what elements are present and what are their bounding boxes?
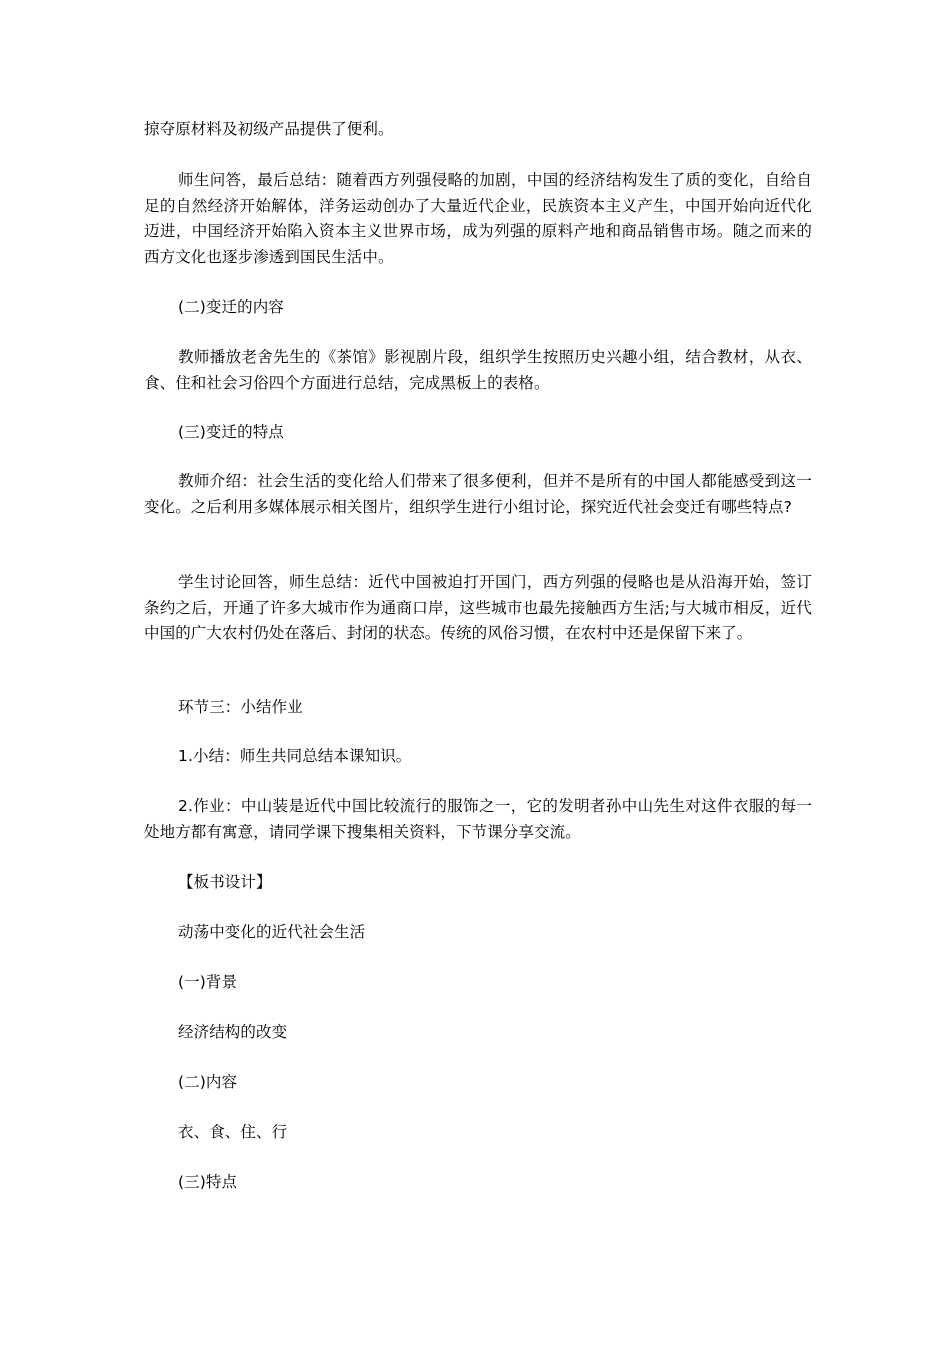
board-title: 动荡中变化的近代社会生活 — [178, 923, 366, 941]
paragraph-continuation: 掠夺原材料及初级产品提供了便利。 — [144, 120, 394, 138]
paragraph-homework: 2.作业：中山装是近代中国比较流行的服饰之一，它的发明者孙中山先生对这件衣服的每一处地方都有寓意，请同学课下搜集相关资料，下节课分享交流。 — [144, 797, 812, 841]
heading-change-features: (三)变迁的特点 — [178, 423, 284, 441]
heading-section-three: 环节三：小结作业 — [178, 698, 303, 716]
paragraph-teacher-introduction: 教师介绍：社会生活的变化给人们带来了很多便利，但并不是所有的中国人都能感受到这一变化。之后利用多媒体展示相关图片，组织学生进行小组讨论，探究近代社会变迁有哪些特点? — [144, 472, 812, 516]
heading-board-design: 【板书设计】 — [178, 873, 272, 891]
board-item-clothing-food-housing: 衣、食、住、行 — [178, 1123, 288, 1141]
heading-change-content: (二)变迁的内容 — [178, 298, 284, 316]
board-item-content: (二)内容 — [178, 1073, 238, 1091]
board-item-economic-structure: 经济结构的改变 — [178, 1023, 288, 1041]
paragraph-economic-summary: 师生问答，最后总结：随着西方列强侵略的加剧，中国的经济结构发生了质的变化，自给自足的自然经济开始解体，洋务运动创办了大量近代企业，民族资本主义产生，中国开始向近代化迈进，中国经济开始陷入资本主义世界市场，成为列强的原料产地和商品销售市场。随之而来的西方文化也逐步渗透到国民生活中。 — [144, 171, 812, 266]
paragraph-summary: 1.小结：师生共同总结本课知识。 — [178, 747, 412, 765]
paragraph-student-discussion: 学生讨论回答，师生总结：近代中国被迫打开国门，西方列强的侵略也是从沿海开始，签订条约之后，开通了许多大城市作为通商口岸，这些城市也最先接触西方生活;与大城市相反，近代中国的广大农村仍处在落后、封闭的状态。传统的风俗习惯，在农村中还是保留下来了。 — [144, 573, 812, 642]
board-item-features: (三)特点 — [178, 1173, 238, 1191]
paragraph-teahouse-activity: 教师播放老舍先生的《茶馆》影视剧片段，组织学生按照历史兴趣小组，结合教材，从衣、食、住和社会习俗四个方面进行总结，完成黑板上的表格。 — [144, 348, 812, 392]
board-item-background: (一)背景 — [178, 973, 238, 991]
